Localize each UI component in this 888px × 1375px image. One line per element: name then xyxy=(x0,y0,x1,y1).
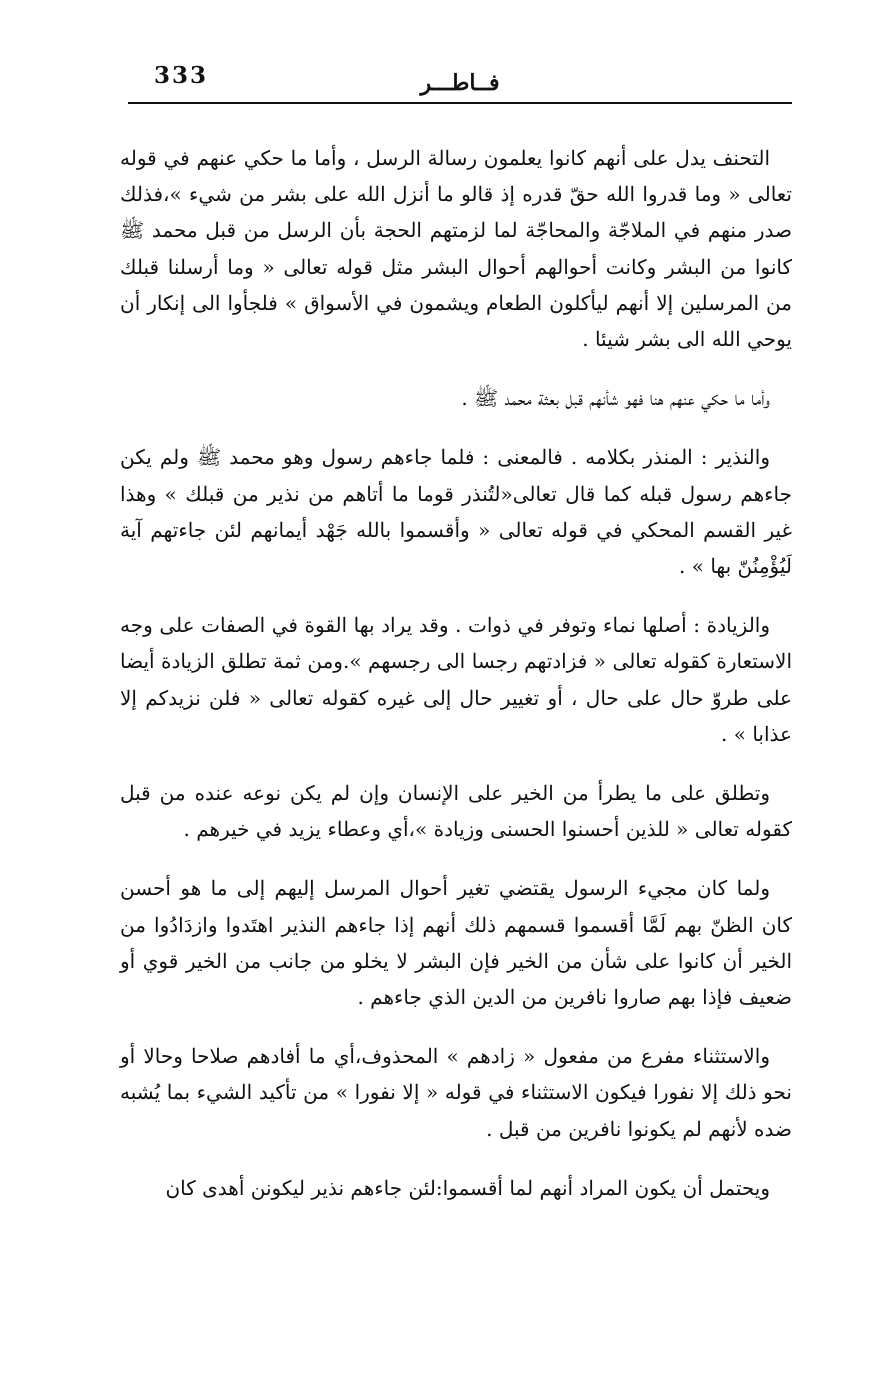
paragraph-5: وتطلق على ما يطرأ من الخير على الإنسان وإن لم يكن نوعه عنده من قبل كقوله تعالى « للذين أحسنوا الحسنى وزيادة »،أي وعطاء يزيد في خيرهم . xyxy=(120,781,792,842)
paragraph-3: والنذير : المنذر بكلامه . فالمعنى : فلما جاءهم رسول وهو محمد ﷺ ولم يكن جاءهم رسول قبله كما قال تعالى«لتُنذر قوما ما أتاهم من نذير من قبلك » وهذا غير القسم المحكي في قوله تعالى « وأقسموا بالله جَهْد أيمانهم لئن جاءتهم آية لَيُؤْمِنُنّ بها » . xyxy=(120,445,792,579)
surah-title: فــاطـــر xyxy=(420,70,500,96)
running-header xyxy=(128,56,792,104)
paragraph-7: والاستثناء مفرع من مفعول « زادهم » المحذوف،أي ما أفادهم صلاحا وحالا أو نحو ذلك إلا نفورا فيكون الاستثناء في قوله « إلا نفورا » من تأكيد الشيء بما يُشبه ضده لأنهم لم يكونوا نافرين من قبل . xyxy=(120,1044,792,1141)
page-number: 333 xyxy=(154,62,209,89)
paragraph-8: ويحتمل أن يكون المراد أنهم لما أقسموا:لئن جاءهم نذير ليكونن أهدى كان xyxy=(165,1175,770,1200)
paragraph-1: التحنف يدل على أنهم كانوا يعلمون رسالة الرسل ، وأما ما حكي عنهم في قوله تعالى « وما قدروا الله حقّ قدره إذ قالو ما أنزل الله على بشر من شيء »،فذلك صدر منهم في الملاجّة والمحاجّة لما لزمتهم الحجة بأن الرسل من قبل محمد ﷺ كانوا من البشر وكانت أحوالهم أحوال البشر مثل قوله تعالى « وما أرسلنا قبلك من المرسلين إلا أنهم ليأكلون الطعام ويشمون في الأسواق » فلجأوا الى إنكار أن يوحي الله الى بشر شيئا . xyxy=(120,146,792,352)
paragraph-4: والزيادة : أصلها نماء وتوفر في ذوات . وقد يراد بها القوة في الصفات على وجه الاستعارة كقوله تعالى « فزادتهم رجسا الى رجسهم ».ومن ثمة تطلق الزيادة أيضا على طروّ حال على حال ، أو تغيير حال إلى غيره كقوله تعالى « فلن نزيدكم إلا عذابا » . xyxy=(120,613,792,746)
paragraph-6: ولما كان مجيء الرسول يقتضي تغير أحوال المرسل إليهم إلى ما هو أحسن كان الظنّ بهم لَمَّا أقسموا قسمهم ذلك أنهم إذا جاءهم النذير اهتَدوا وازدَادُوا من الخير أن كانوا على شأن من الخير فإن البشر لا يخلو من جانب من الخير قوي أو ضعيف فإذا بهم صاروا نافرين من الدين الذي جاءهم . xyxy=(120,876,792,1010)
paragraph-2: وأما ما حكي عنهم هنا فهو شأنهم قبل بعثة محمد ﷺ . xyxy=(461,386,770,411)
body-text xyxy=(120,140,792,1229)
